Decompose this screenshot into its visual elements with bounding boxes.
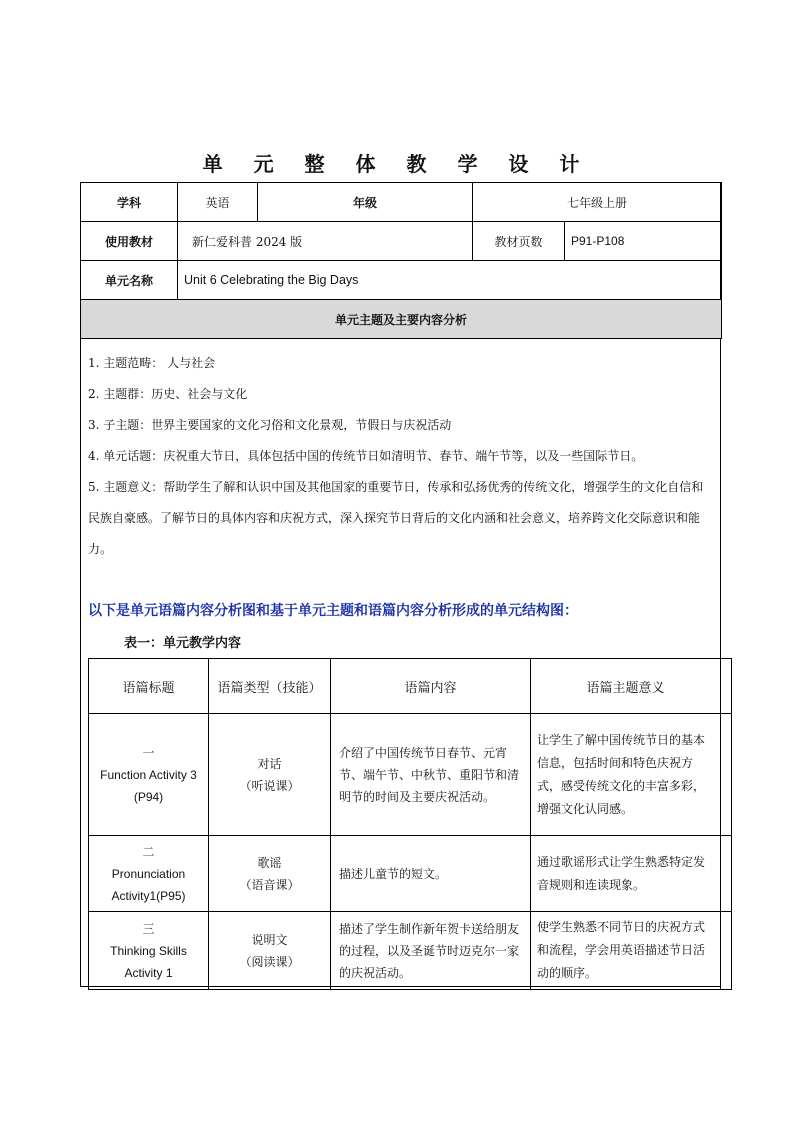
lesson-meaning: 使学生熟悉不同节日的庆祝方式和流程，学会用英语描述节日活动的顺序。	[531, 912, 721, 990]
lesson-content: 描述了学生制作新年贺卡送给朋友的过程，以及圣诞节时迈克尔一家的庆祝活动。	[331, 912, 531, 990]
content-table-header	[89, 659, 732, 714]
col-header: 语篇内容	[331, 659, 531, 714]
pages-value: P91-P108	[565, 222, 722, 261]
lesson-type-cell	[209, 714, 331, 836]
lesson-number: 二	[142, 844, 155, 859]
lesson-content: 描述儿童节的短文。	[331, 836, 531, 912]
table-row	[89, 714, 732, 836]
analysis-text	[88, 348, 710, 565]
subject-label: 学科	[81, 183, 178, 222]
lesson-number: 三	[142, 921, 155, 936]
lesson-title-en: Pronunciation Activity1(P95)	[111, 866, 186, 903]
analysis-item: 2. 主题群：历史、社会与文化	[88, 387, 248, 401]
lesson-meaning: 通过歌谣形式让学生熟悉特定发音规则和连读现象。	[531, 836, 721, 912]
section-title: 单元主题及主要内容分析	[81, 300, 722, 339]
table-row	[89, 912, 732, 990]
analysis-item: 4. 单元话题：庆祝重大节日，具体包括中国的传统节日如清明节、春节、端午节等，以及一些国际节日。	[88, 449, 644, 463]
lesson-meaning: 让学生了解中国传统节日的基本信息，包括时间和特色庆祝方式，感受传统文化的丰富多彩，增强文化认同感。	[531, 714, 721, 836]
lesson-type-cell	[209, 836, 331, 912]
lesson-type: 歌谣	[257, 855, 282, 870]
analysis-item: 5. 主题意义：帮助学生了解和认识中国及其他国家的重要节日，传承和弘扬优秀的传统文化，增强学生的文化自信和民族自豪感。了解节日的具体内容和庆祝方式，深入探究节日背后的文化内涵和社会意义，培养跨文化交际意识和能力。	[88, 480, 704, 556]
textbook-value: 新仁爱科普 2024 版	[178, 222, 473, 261]
textbook-label: 使用教材	[81, 222, 178, 261]
lesson-content: 介绍了中国传统节日春节、元宵节、端午节、中秋节、重阳节和清明节的时间及主要庆祝活动。	[331, 714, 531, 836]
grade-label: 年级	[258, 183, 473, 222]
extra-cell	[721, 659, 732, 714]
analysis-item: 1. 主题范畴： 人与社会	[88, 356, 216, 370]
lesson-title-cell	[89, 836, 209, 912]
structure-intro: 以下是单元语篇内容分析图和基于单元主题和语篇内容分析形成的单元结构图：	[88, 603, 578, 619]
lesson-title-cell	[89, 912, 209, 990]
table-row	[89, 836, 732, 912]
col-header: 语篇主题意义	[531, 659, 721, 714]
info-table	[80, 182, 722, 339]
analysis-item: 3. 子主题：世界主要国家的文化习俗和文化景观，节假日与庆祝活动	[88, 418, 452, 432]
lesson-type-cell	[209, 912, 331, 990]
unit-label: 单元名称	[81, 261, 178, 300]
extra-cell	[721, 714, 732, 836]
table-caption: 表一：单元教学内容	[124, 636, 242, 651]
unit-value: Unit 6 Celebrating the Big Days	[178, 261, 722, 300]
lesson-type: 说明文	[251, 932, 288, 947]
extra-cell	[721, 912, 732, 990]
lesson-type: 对话	[257, 756, 282, 771]
content-table	[88, 658, 732, 990]
lesson-skill: （语音课）	[239, 877, 300, 892]
subject-value: 英语	[178, 183, 258, 222]
lesson-title-en: Function Activity 3 (P94)	[100, 767, 197, 804]
col-header: 语篇类型（技能）	[209, 659, 331, 714]
document-title: 单 元 整 体 教 学 设 计	[202, 152, 592, 176]
col-header: 语篇标题	[89, 659, 209, 714]
pages-label: 教材页数	[473, 222, 565, 261]
lesson-title-en: Thinking Skills Activity 1	[110, 943, 187, 980]
lesson-number: 一	[142, 745, 155, 760]
lesson-skill: （听说课）	[239, 778, 300, 793]
grade-value: 七年级上册	[473, 183, 722, 222]
lesson-skill: （阅读课）	[239, 954, 300, 969]
extra-cell	[721, 836, 732, 912]
lesson-title-cell	[89, 714, 209, 836]
